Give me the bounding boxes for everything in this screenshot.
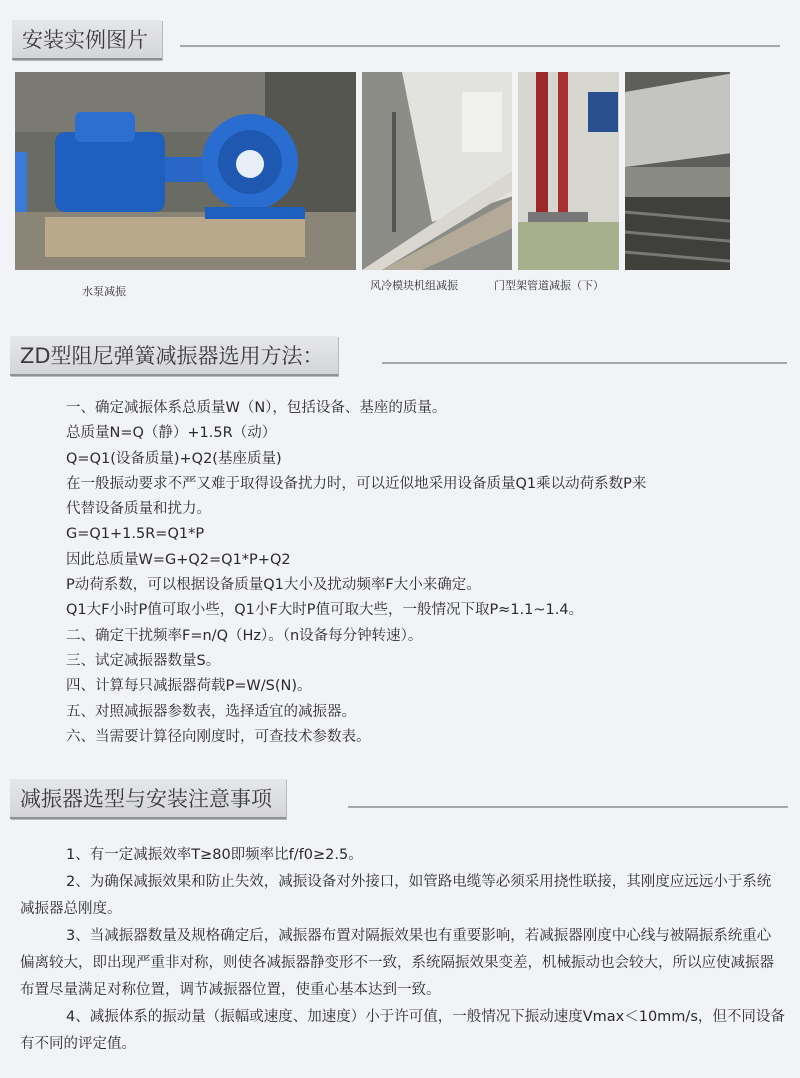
photo-pipe-frame: [518, 72, 619, 270]
install-photos: [15, 72, 730, 270]
caption-air-module: 风冷模块机组减振: [370, 279, 458, 292]
method-line: 在一般振动要求不严又难于取得设备扰力时，可以近似地采用设备质量Q1乘以动荷系数P来: [66, 475, 647, 492]
air-module-illustration: [362, 72, 512, 270]
section-header-method: [10, 336, 338, 376]
caption-pipe-frame: 门型架管道减振（下）: [494, 279, 604, 292]
photo-air-module: [362, 72, 512, 270]
note-item: 1、有一定减振效率T≥80即频率比f/f0≥2.5。: [66, 847, 363, 863]
divider: [180, 45, 780, 47]
method-line: P动荷系数，可以根据设备质量Q1大小及扰动频率F大小来确定。: [66, 577, 481, 594]
method-line: 总质量N=Q（静）+1.5R（动）: [66, 425, 277, 442]
divider: [382, 362, 787, 364]
method-line: 代替设备质量和扰力。: [66, 501, 211, 518]
note-item: 2、为确保减振效果和防止失效，减振设备对外接口，如管路电缆等必须采用挠性联接，其刚度应远远小于系统减振器总刚度。: [20, 874, 772, 917]
method-line: G=Q1+1.5R=Q1*P: [66, 526, 205, 543]
chiller-illustration: [625, 72, 730, 270]
method-line: 二、确定干扰频率F=n/Q（Hz）。（n设备每分钟转速）。: [66, 627, 423, 644]
divider: [348, 806, 788, 808]
method-line: Q=Q1(设备质量)+Q2(基座质量): [66, 450, 282, 467]
photo-pump: [15, 72, 356, 270]
method-line: 一、确定减振体系总质量W（N），包括设备、基座的质量。: [66, 400, 447, 416]
method-line: Q1大F小时P值可取小些，Q1小F大时P值可取大些，一般情况下取P≈1.1~1.4。: [66, 602, 584, 619]
method-line: 五、对照减振器参数表，选择适宜的减振器。: [66, 703, 356, 720]
note-item: 4、减振体系的振动量（振幅或速度、加速度）小于许可值，一般情况下振动速度Vmax＜10mm/s，但不同设备有不同的评定值。: [20, 1009, 785, 1052]
note-item: 3、当减振器数量及规格确定后，减振器布置对隔振效果也有重要影响，若减振器刚度中心线与被隔振系统重心偏离较大，即出现严重非对称，则使各减振器静变形不一致，系统隔振效果变差，机械振动也会较大，所以应使减振器布置尽量满足对称位置，调节减振器位置，使重心基本达到一致。: [20, 928, 774, 998]
section-header-notes: [10, 779, 286, 819]
method-line: 因此总质量W=G+Q2=Q1*P+Q2: [66, 551, 291, 568]
section-title: 减振器选型与安装注意事项: [20, 787, 272, 811]
section-header-install: [12, 20, 162, 60]
section-title: 安装实例图片: [22, 28, 148, 52]
method-line: 四、计算每只减振器荷载P=W/S(N)。: [66, 678, 312, 695]
pump-illustration: [15, 72, 356, 270]
method-line: 六、当需要计算径向刚度时，可查技术参数表。: [66, 728, 371, 745]
method-body: [66, 396, 646, 750]
caption-pump: 水泵减振: [82, 285, 126, 298]
notes-body: [20, 842, 785, 1058]
section-title: ZD型阻尼弹簧减振器选用方法：: [20, 344, 324, 368]
photo-chiller: [625, 72, 730, 270]
method-line: 三、试定减振器数量S。: [66, 652, 221, 669]
pipe-frame-illustration: [518, 72, 619, 270]
